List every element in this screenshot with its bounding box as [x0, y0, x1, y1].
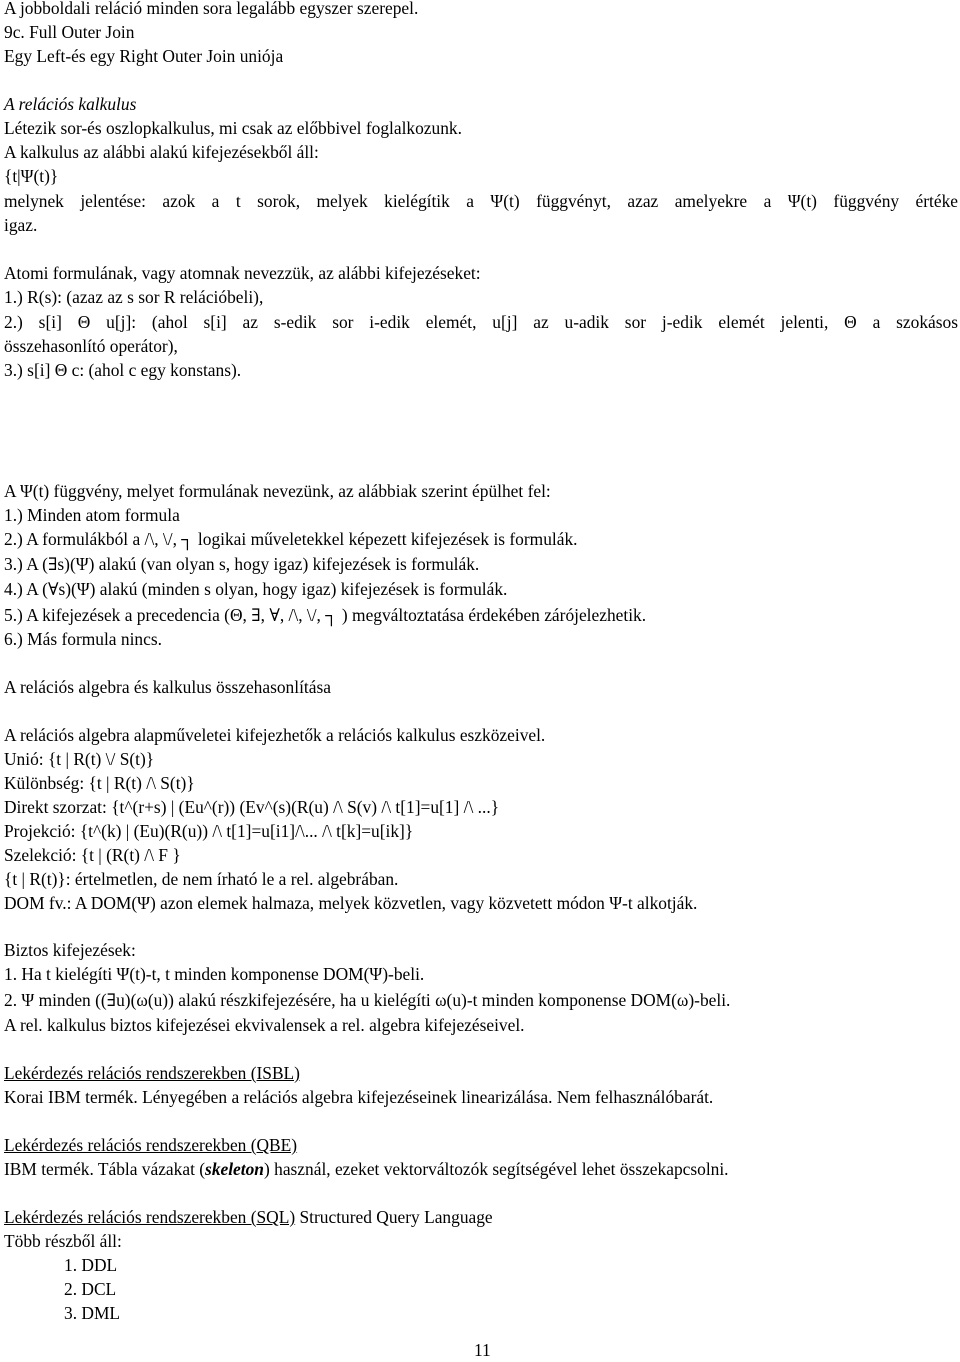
text-line — [4, 1205, 493, 1229]
emphasis-skeleton: skeleton — [205, 1159, 264, 1179]
list-item: 4.) A (∀s)(Ψ) alakú (minden s olyan, hogy igaz) kifejezések is formulák. — [4, 579, 508, 599]
text-line: összehasonlító operátor), — [4, 336, 178, 356]
text-line: Létezik sor-és oszlopkalkulus, mi csak az előbbivel foglalkozunk. — [4, 118, 462, 138]
list-item: 6.) Más formula nincs. — [4, 629, 162, 649]
text-line: Egy Left-és egy Right Outer Join uniója — [4, 46, 284, 66]
list-item: 3.) s[i] Θ c: (ahol c egy konstans). — [4, 360, 242, 380]
page-number: 11 — [474, 1340, 491, 1360]
text-line: melynek jelentése: azok a t sorok, melyek kielégítik a Ψ(t) függvényt, azaz amelyekre a Ψ(t) függvény értéke — [4, 191, 958, 211]
section-title-sql: Lekérdezés relációs rendszerekben (SQL) — [4, 1207, 296, 1227]
section-title-relacios-kalkulus: A relációs kalkulus — [4, 94, 137, 114]
text-line: Atomi formulának, vagy atomnak nevezzük, az alábbi kifejezéseket: — [4, 263, 481, 283]
section-title-qbe: Lekérdezés relációs rendszerekben (QBE) — [4, 1135, 298, 1155]
list-item: 3.) A (∃s)(Ψ) alakú (van olyan s, hogy igaz) kifejezések is formulák. — [4, 554, 480, 574]
formula-line: Projekció: {t^(k) | (Eu)(R(u)) /\ t[1]=u[i1]/\... /\ t[k]=u[ik]} — [4, 821, 414, 841]
text-line: {t | R(t)}: értelmetlen, de nem írható le a rel. algebrában. — [4, 869, 399, 889]
text-line: A relációs algebra alapműveletei kifejezhetők a relációs kalkulus eszközeivel. — [4, 725, 546, 745]
list-item: 1.) R(s): (azaz az s sor R relációbeli), — [4, 287, 264, 307]
text-run: IBM termék. Tábla vázakat ( — [4, 1159, 206, 1179]
list-item: 2.) A formulákból a /\, \/, ┐ logikai műveletekkel képezett kifejezések is formulák. — [4, 529, 578, 549]
list-item: 1.) Minden atom formula — [4, 505, 180, 525]
list-item: 5.) A kifejezések a precedencia (Θ, ∃, ∀, /\, \/, ┐ ) megváltoztatása érdekében zárójelezhetik. — [4, 605, 647, 625]
text-run: Structured Query Language — [295, 1207, 493, 1227]
list-item: 1. Ha t kielégíti Ψ(t)-t, t minden komponense DOM(Ψ)-beli. — [4, 964, 425, 984]
list-item: 3. DML — [64, 1303, 121, 1323]
formula-line: Különbség: {t | R(t) /\ S(t)} — [4, 773, 195, 793]
text-line: Korai IBM termék. Lényegében a relációs algebra kifejezéseinek linearizálása. Nem felhasználóbarát. — [4, 1087, 714, 1107]
text-run: ) használ, ezeket vektorváltozók segítségével lehet összekapcsolni. — [263, 1159, 729, 1179]
list-item: 2. Ψ minden ((∃u)(ω(u)) alakú részkifejezésére, ha u kielégíti ω(u)-t minden komponense DOM(ω)-beli. — [4, 990, 731, 1010]
list-item: 1. DDL — [64, 1255, 118, 1275]
text-line: A kalkulus az alábbi alakú kifejezésekből áll: — [4, 142, 319, 162]
text-line: A Ψ(t) függvény, melyet formulának nevezünk, az alábbiak szerint épülhet fel: — [4, 481, 551, 501]
section-title-osszehasonlitas: A relációs algebra és kalkulus összehasonlítása — [4, 677, 331, 697]
text-line: A jobboldali reláció minden sora legalább egyszer szerepel. — [4, 0, 419, 18]
section-title-isbl: Lekérdezés relációs rendszerekben (ISBL) — [4, 1063, 300, 1083]
list-item: 2.) s[i] Θ u[j]: (ahol s[i] az s-edik sor i-edik elemét, u[j] az u-adik sor j-edik elemét jelenti, Θ a szokásos — [4, 312, 958, 332]
formula-expression: {t|Ψ(t)} — [4, 166, 59, 186]
list-item: 2. DCL — [64, 1279, 117, 1299]
text-line: A rel. kalkulus biztos kifejezései ekvivalensek a rel. algebra kifejezéseivel. — [4, 1015, 525, 1035]
text-line — [4, 1157, 729, 1181]
formula-line: Direkt szorzat: {t^(r+s) | (Eu^(r)) (Ev^(s)(R(u) /\ S(v) /\ t[1]=u[1] /\ ...} — [4, 797, 500, 817]
formula-line: Unió: {t | R(t) \/ S(t)} — [4, 749, 155, 769]
formula-line: Szelekció: {t | (R(t) /\ F } — [4, 845, 181, 865]
text-line: igaz. — [4, 215, 38, 235]
text-line: DOM fv.: A DOM(Ψ) azon elemek halmaza, melyek közvetlen, vagy közvetett módon Ψ-t alkotják. — [4, 893, 698, 913]
text-line: Biztos kifejezések: — [4, 940, 136, 960]
text-line: Több részből áll: — [4, 1231, 122, 1251]
text-line: 9c. Full Outer Join — [4, 22, 135, 42]
